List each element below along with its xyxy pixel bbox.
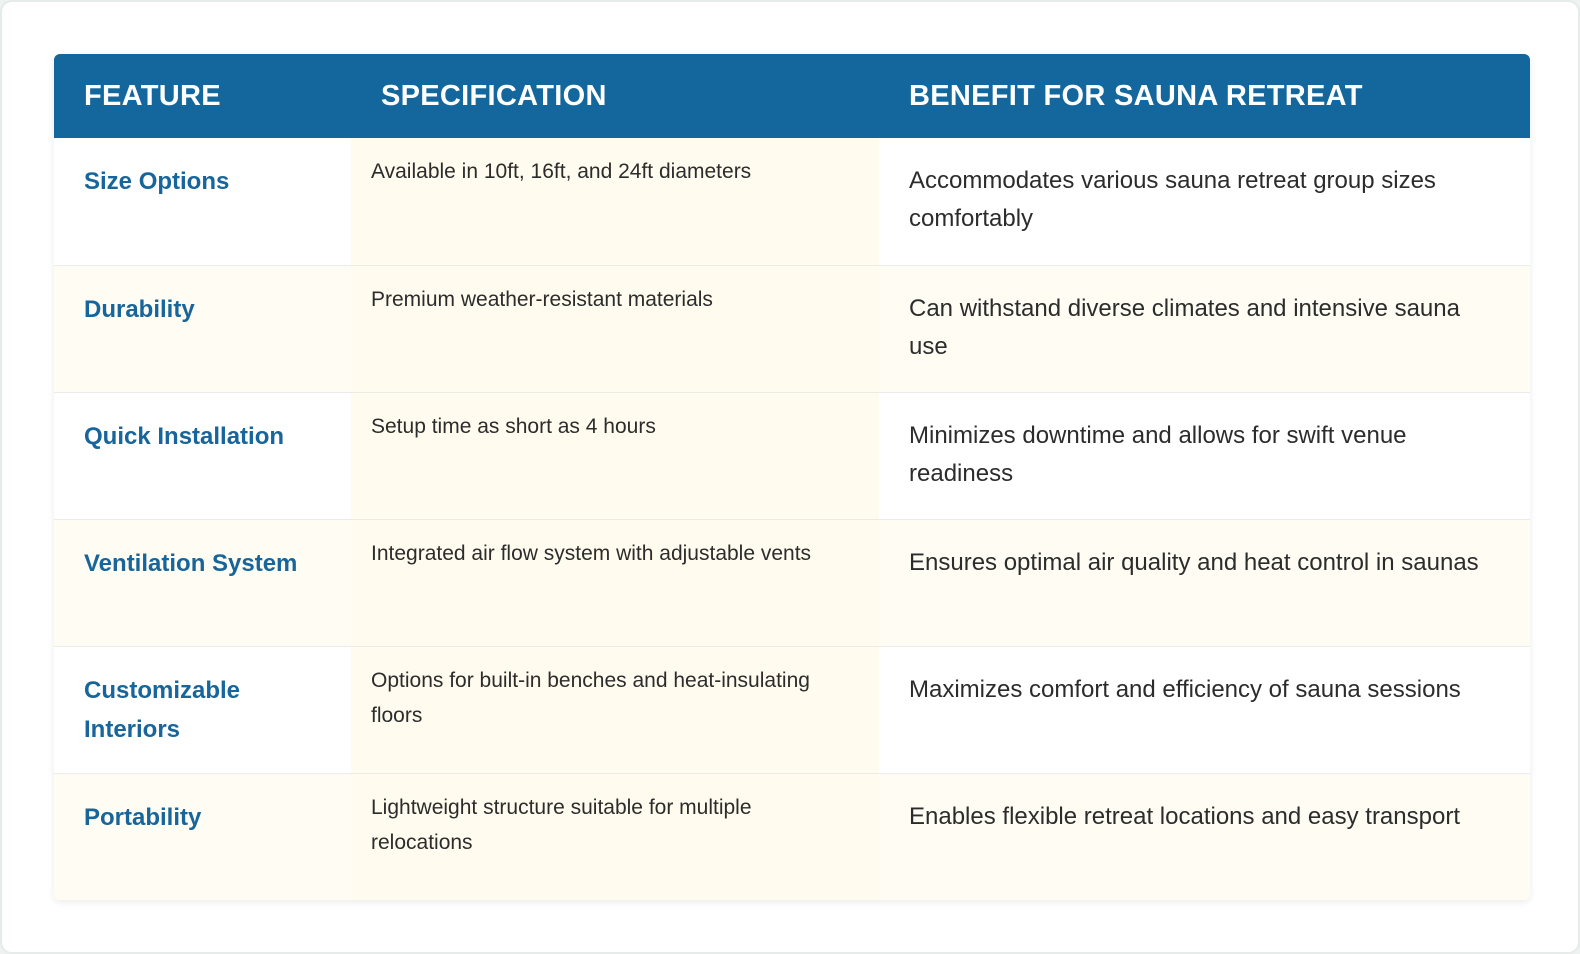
header-specification: SPECIFICATION — [381, 79, 607, 112]
header-benefit: BENEFIT FOR SAUNA RETREAT — [909, 79, 1363, 112]
specification-cell: Setup time as short as 4 hours — [351, 392, 879, 519]
table-row — [54, 646, 1530, 773]
specification-cell: Lightweight structure suitable for multiple relocations — [351, 773, 879, 900]
header-row — [54, 54, 1530, 138]
table-row — [54, 392, 1530, 519]
feature-cell: Quick Installation — [84, 422, 285, 450]
table-row — [54, 138, 1530, 265]
table-body — [54, 138, 1530, 900]
benefit-cell: Accommodates various sauna retreat group sizes comfortably — [879, 138, 1530, 265]
benefit-cell: Enables flexible retreat locations and easy transport — [879, 773, 1530, 900]
feature-cell: Size Options — [84, 168, 230, 195]
feature-table-card — [54, 54, 1530, 900]
table-row — [54, 519, 1530, 646]
table-header — [54, 54, 1530, 138]
feature-cell: Ventilation System — [84, 549, 298, 577]
benefit-cell: Ensures optimal air quality and heat control in saunas — [879, 519, 1530, 646]
header-feature: FEATURE — [84, 79, 221, 112]
specification-cell: Options for built-in benches and heat-insulating floors — [351, 646, 879, 773]
feature-cell: Portability — [84, 803, 202, 831]
feature-cell: Customizable Interiors — [84, 676, 241, 743]
specification-cell: Premium weather-resistant materials — [351, 265, 879, 392]
feature-cell: Durability — [84, 295, 195, 323]
specification-cell: Available in 10ft, 16ft, and 24ft diameters — [351, 138, 879, 265]
benefit-cell: Can withstand diverse climates and intensive sauna use — [879, 265, 1530, 392]
table-row — [54, 265, 1530, 392]
table-row — [54, 773, 1530, 900]
benefit-cell: Maximizes comfort and efficiency of sauna sessions — [879, 646, 1530, 773]
benefit-cell: Minimizes downtime and allows for swift venue readiness — [879, 392, 1530, 519]
feature-table — [54, 54, 1530, 900]
specification-cell: Integrated air flow system with adjustable vents — [351, 519, 879, 646]
